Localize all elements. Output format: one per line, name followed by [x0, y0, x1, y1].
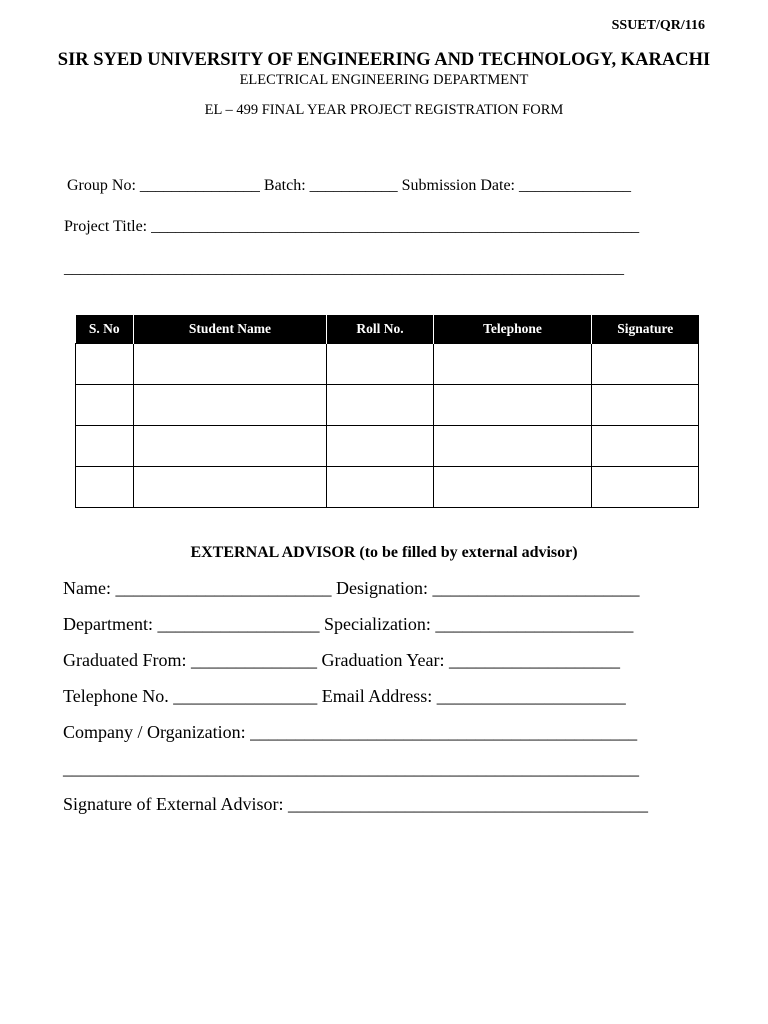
form-title: EL – 499 FINAL YEAR PROJECT REGISTRATION FORM [204, 102, 564, 118]
table-cell[interactable] [76, 344, 134, 385]
advisor-company-field[interactable]: Company / Organization: ___________________________________________ [63, 722, 638, 742]
table-cell[interactable] [592, 467, 699, 508]
table-cell[interactable] [327, 426, 434, 467]
advisor-specialization-field[interactable]: Specialization: ______________________ [323, 614, 634, 634]
column-header-student-name: Student Name [134, 315, 327, 344]
batch-field[interactable]: Batch: ___________ [263, 177, 398, 194]
column-header-roll-no: Roll No. [327, 315, 434, 344]
advisor-telephone-field[interactable]: Telephone No. ________________ [63, 686, 318, 706]
table-row [76, 426, 699, 467]
table-cell[interactable] [434, 467, 592, 508]
column-header-telephone: Telephone [434, 315, 592, 344]
table-cell[interactable] [592, 385, 699, 426]
table-cell[interactable] [434, 344, 592, 385]
column-header-signature: Signature [592, 315, 699, 344]
table-cell[interactable] [592, 426, 699, 467]
department-name: ELECTRICAL ENGINEERING DEPARTMENT [239, 72, 529, 88]
submission-date-field[interactable]: Submission Date: ______________ [401, 177, 631, 194]
table-cell[interactable] [134, 344, 327, 385]
advisor-name-field[interactable]: Name: ________________________ [63, 578, 332, 598]
table-row [76, 344, 699, 385]
students-table-header [76, 315, 699, 344]
group-info-row [67, 177, 631, 195]
table-cell[interactable] [434, 385, 592, 426]
table-cell[interactable] [134, 385, 327, 426]
table-cell[interactable] [76, 467, 134, 508]
advisor-row-contact [63, 686, 626, 707]
advisor-department-field[interactable]: Department: __________________ [63, 614, 320, 634]
advisor-graduated-from-field[interactable]: Graduated From: ______________ [63, 650, 317, 670]
table-cell[interactable] [76, 385, 134, 426]
table-row [76, 385, 699, 426]
advisor-company-continuation[interactable]: ________________________________________________________________ [63, 758, 639, 778]
university-name: SIR SYED UNIVERSITY OF ENGINEERING AND TECHNOLOGY, KARACHI [57, 50, 711, 70]
table-cell[interactable] [134, 467, 327, 508]
advisor-graduation-year-field[interactable]: Graduation Year: ___________________ [321, 650, 620, 670]
group-no-field[interactable]: Group No: _______________ [67, 177, 260, 194]
table-cell[interactable] [134, 426, 327, 467]
students-table [75, 315, 699, 508]
advisor-designation-field[interactable]: Designation: _______________________ [335, 578, 640, 598]
table-cell[interactable] [434, 426, 592, 467]
table-cell[interactable] [592, 344, 699, 385]
advisor-row-graduation [63, 650, 620, 671]
column-header-sno: S. No [76, 315, 134, 344]
table-cell[interactable] [327, 385, 434, 426]
table-row [76, 467, 699, 508]
document-code: SSUET/QR/116 [611, 18, 705, 33]
table-cell[interactable] [76, 426, 134, 467]
advisor-signature-field[interactable]: Signature of External Advisor: ________________________________________ [63, 794, 648, 814]
advisor-email-field[interactable]: Email Address: _____________________ [321, 686, 626, 706]
project-title-continuation[interactable]: ______________________________________________________________________ [64, 260, 624, 277]
table-cell[interactable] [327, 467, 434, 508]
external-advisor-heading: EXTERNAL ADVISOR (to be filled by external advisor) [190, 544, 578, 561]
table-cell[interactable] [327, 344, 434, 385]
advisor-row-name [63, 578, 639, 599]
project-title-field[interactable]: Project Title: _____________________________________________________________ [64, 218, 640, 235]
advisor-row-department [63, 614, 633, 635]
